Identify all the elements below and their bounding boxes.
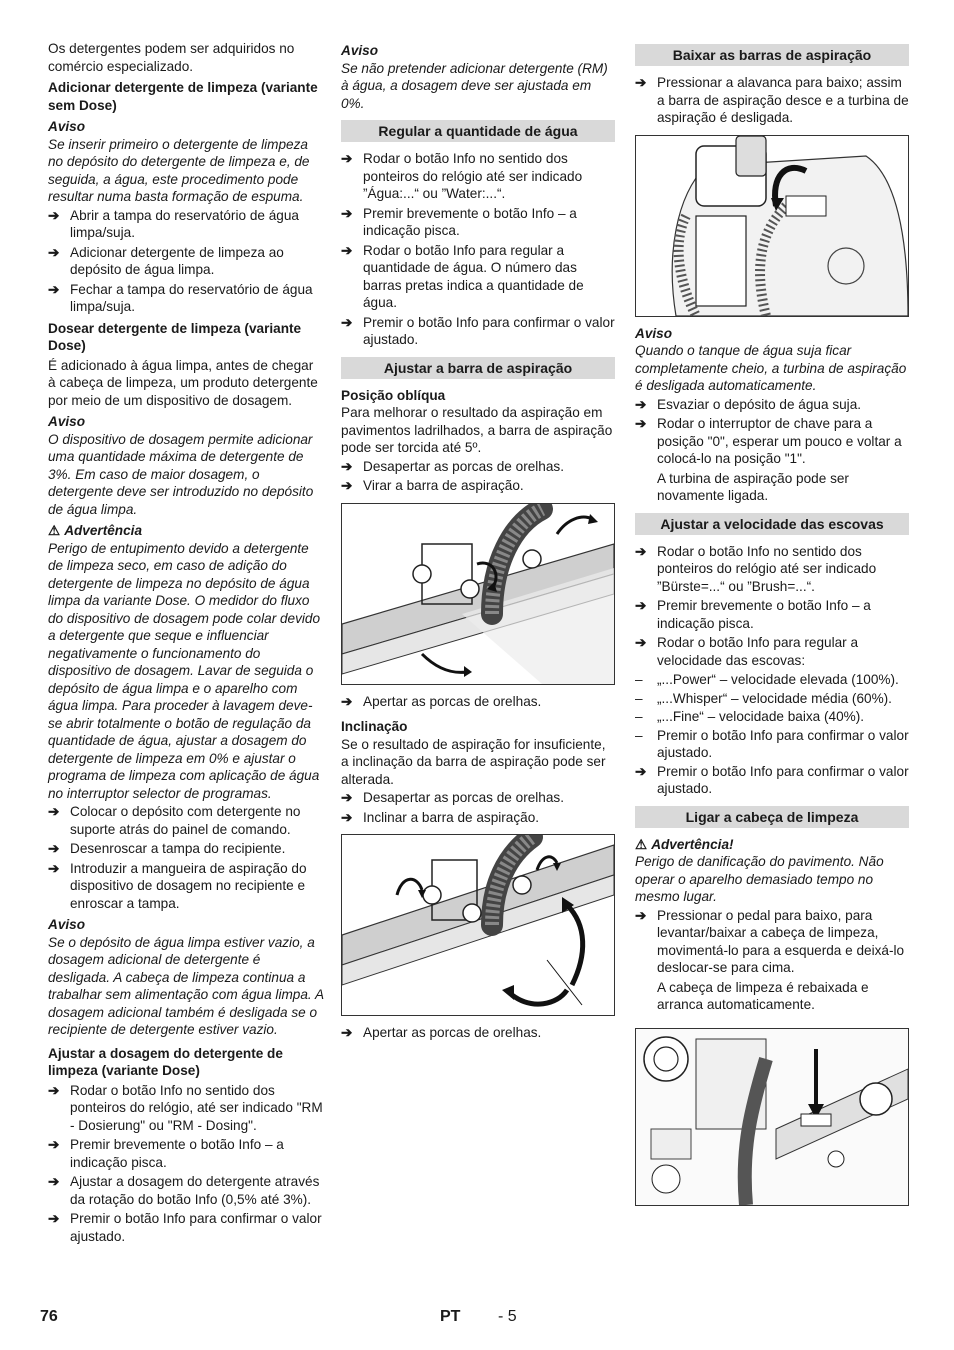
section-heading-water: Regular a quantidade de água (341, 120, 615, 142)
step-item: ➔ Premir brevemente o botão Info – a indicação pisca. (341, 205, 577, 238)
step-result: A cabeça de limpeza é rebaixada e arranca automaticamente. (657, 979, 869, 1012)
paragraph: É adicionado à água limpa, antes de chegar à cabeça de limpeza, um produto detergente por meio de um dispositivo de dosagem. (48, 357, 318, 408)
section-heading-brush-speed: Ajustar a velocidade das escovas (635, 513, 909, 535)
step-item: ➔ Colocar o depósito com detergente no suporte atrás do painel de comando. (48, 804, 301, 837)
step-item: ➔ Premir brevemente o botão Info – a indicação pisca. (635, 598, 871, 631)
step-item: ➔ Abrir a tampa do reservatório de água limpa/suja. (48, 207, 299, 240)
arrow-icon: ➔ (48, 804, 60, 819)
heading-dose-detergent: Dosear detergente de limpeza (variante Dose) (48, 320, 302, 353)
figure-squeegee-tilt (341, 834, 615, 1016)
subheading-oblique: Posição oblíqua (341, 387, 446, 403)
subheading-inclination: Inclinação (341, 719, 408, 734)
intro-text: Os detergentes podem ser adquiridos no comércio especializado. (48, 41, 295, 74)
arrow-icon: ➔ (48, 281, 60, 297)
step-item: ➔ Rodar o botão Info para regular a quantidade de água. O número das barras pretas indica a quantidade de água. (341, 242, 584, 310)
column-1 (48, 40, 324, 1247)
step-item: ➔ Ajustar a dosagem do detergente através da rotação do botão Info (0,5% até 3%). (48, 1174, 320, 1207)
arrow-icon: ➔ (341, 790, 353, 805)
dash-item: – „...Whisper“ – velocidade média (60%). (635, 690, 892, 706)
step-item: ➔ Premir brevemente o botão Info – a indicação pisca. (48, 1137, 284, 1170)
arrow-icon: ➔ (341, 478, 353, 493)
step-item: ➔ Pressionar a alavanca para baixo; assim a barra de aspiração desce e a turbina de aspiração é desligada. (635, 75, 909, 125)
arrow-icon: ➔ (635, 763, 647, 779)
arrow-icon: ➔ (48, 1137, 60, 1152)
step-item: ➔ Desapertar as porcas de orelhas. (341, 790, 564, 805)
section-heading-lower-squeegee: Baixar as barras de aspiração (635, 44, 909, 66)
step-list (341, 150, 615, 349)
warning-text: Perigo de danificação do pavimento. Não operar o aparelho demasiado tempo no mesmo lugar. (635, 854, 884, 904)
step-result: A turbina de aspiração pode ser novamente ligada. (657, 470, 849, 503)
arrow-icon: ➔ (635, 598, 647, 613)
arrow-icon: ➔ (635, 75, 647, 90)
arrow-icon: ➔ (48, 1174, 60, 1189)
note-title: Aviso (341, 43, 379, 58)
paragraph: Se o resultado de aspiração for insuficiente, a inclinação da barra de aspiração pode ser alterada. (341, 736, 606, 787)
arrow-icon: ➔ (48, 860, 60, 876)
arrow-icon: ➔ (341, 693, 353, 709)
step-list (48, 803, 324, 912)
step-item: ➔ Premir o botão Info para confirmar o valor ajustado. (48, 1211, 322, 1244)
arrow-icon: ➔ (341, 1025, 353, 1040)
figure-squeegee-rotate (341, 503, 615, 685)
arrow-icon: ➔ (635, 907, 647, 923)
dash-item: – Premir o botão Info para confirmar o valor ajustado. (635, 727, 909, 760)
section-heading-brush-head: Ligar a cabeça de limpeza (635, 806, 909, 828)
step-list (635, 396, 909, 468)
step-item: ➔ Pressionar o pedal para baixo, para levantar/baixar a cabeça de limpeza, movimentá-lo para a esquerda e deixá-lo deslocar-se para cima. (635, 907, 905, 975)
step-item: ➔ Rodar o botão Info no sentido dos ponteiros do relógio até ser indicado ”Água:...“ ou ”Water:...“. (341, 151, 583, 201)
step-item: ➔ Desapertar as porcas de orelhas. (341, 458, 564, 474)
arrow-icon: ➔ (341, 458, 353, 474)
step-list (341, 789, 615, 826)
step-item: ➔ Rodar o botão Info no sentido dos ponteiros do relógio até ser indicado ”Bürste=...“ ou ”Brush=...“. (635, 543, 877, 594)
note-text: Se o depósito de água limpa estiver vazio, a dosagem adicional de detergente é desligada. A cabeça de limpeza continua a trabalhar sem alimentação com água limpa. A dosagem adicional também é desligada se o recipiente de detergente estiver vazio. (48, 934, 324, 1037)
heading-add-detergent: Adicionar detergente de limpeza (variante sem Dose) (48, 80, 318, 113)
note-text: Se não pretender adicionar detergente (RM) à água, a dosagem deve ser ajustada em 0%. (341, 60, 608, 111)
arrow-icon: ➔ (635, 543, 647, 559)
step-item: ➔ Premir o botão Info para confirmar o valor ajustado. (341, 314, 615, 347)
figure-pedal (635, 1028, 909, 1206)
dash-item: – „...Power“ – velocidade elevada (100%). (635, 672, 899, 687)
arrow-icon: ➔ (635, 635, 647, 650)
warning-text: Perigo de entupimento devido a detergente de limpeza seco, em caso de adição do detergente de limpeza no depósito de água limpa da variante Dose. O medidor do fluxo do dispositivo de dosagem pode colar devido a detergente que seque e influenciar negativamente o funcionamento do dispositivo de dosagem. Lavar de seguida o depósito de água limpa e o aparelho com água limpa. Para proceder à lavagem deve-se abrir totalmente o botão de regulação da quantidade de água, ajustar a dosagem do detergente de limpeza em 0% e ajustar o programa de limpeza com aplicação de água no interruptor selector de programas. (48, 540, 321, 801)
step-item: ➔ Premir o botão Info para confirmar o valor ajustado. (635, 763, 909, 796)
note-text: Quando o tanque de água suja ficar completamente cheio, a turbina de aspiração é desligada automaticamente. (635, 343, 907, 393)
column-2 (341, 40, 615, 1044)
arrow-icon: ➔ (635, 396, 647, 412)
arrow-icon: ➔ (341, 314, 353, 330)
section-number: - 5 (498, 1308, 517, 1325)
arrow-icon: ➔ (341, 809, 353, 825)
step-list (635, 543, 909, 670)
figure-lever-down (635, 135, 909, 317)
arrow-icon: ➔ (341, 205, 353, 221)
step-list (341, 1024, 615, 1042)
arrow-icon: ➔ (48, 207, 60, 223)
dash-item: – „...Fine“ – velocidade baixa (40%). (635, 709, 865, 724)
note-text: O dispositivo de dosagem permite adicionar uma quantidade máxima de detergente de 3%. Em caso de maior dosagem, o detergente deve ser introduzido no depósito de água limpa. (48, 431, 314, 517)
arrow-icon: ➔ (341, 242, 353, 258)
step-list (341, 458, 615, 495)
warning-title: ⚠ Advertência! (635, 836, 734, 852)
step-item: ➔ Virar a barra de aspiração. (341, 478, 524, 493)
note-title: Aviso (635, 325, 673, 341)
step-list (635, 763, 909, 798)
warning-icon: ⚠ (635, 836, 648, 852)
language-code: PT (440, 1308, 461, 1325)
dash-list (635, 671, 909, 762)
step-item: ➔ Fechar a tampa do reservatório de água limpa/suja. (48, 281, 313, 314)
step-item: ➔ Introduzir a mangueira de aspiração do dispositivo de dosagem no recipiente e enroscar a tampa. (48, 860, 307, 911)
step-item: ➔ Apertar as porcas de orelhas. (341, 693, 542, 709)
note-title: Aviso (48, 119, 86, 134)
step-list (635, 907, 909, 977)
paragraph: Para melhorar o resultado da aspiração em pavimentos ladrilhados, a barra de aspiração pode ser torcida até 5º. (341, 405, 613, 455)
arrow-icon: ➔ (635, 416, 647, 431)
arrow-icon: ➔ (48, 1211, 60, 1226)
step-item: ➔ Adicionar detergente de limpeza ao depósito de água limpa. (48, 244, 284, 277)
section-heading-squeegee: Ajustar a barra de aspiração (341, 357, 615, 379)
heading-adjust-dosage: Ajustar a dosagem do detergente de limpeza (variante Dose) (48, 1045, 283, 1078)
step-item: ➔ Desenroscar a tampa do recipiente. (48, 841, 286, 856)
arrow-icon: ➔ (48, 244, 60, 260)
step-item: ➔ Inclinar a barra de aspiração. (341, 809, 540, 825)
step-list (635, 74, 909, 127)
arrow-icon: ➔ (341, 151, 353, 166)
note-title: Aviso (48, 414, 86, 429)
step-list (48, 1082, 324, 1246)
step-item: ➔ Rodar o botão Info no sentido dos ponteiros do relógio, até ser indicado "RM - Dosierung" ou "RM - Dosing". (48, 1082, 323, 1133)
page-number: 76 (40, 1308, 58, 1325)
step-list (48, 207, 324, 316)
step-item: ➔ Rodar o botão Info para regular a velocidade das escovas: (635, 635, 859, 668)
arrow-icon: ➔ (48, 841, 60, 856)
step-list (341, 693, 615, 711)
column-3 (635, 40, 909, 1214)
step-item: ➔ Esvaziar o depósito de água suja. (635, 396, 862, 412)
arrow-icon: ➔ (48, 1082, 60, 1098)
note-title: Aviso (48, 917, 86, 932)
note-text: Se inserir primeiro o detergente de limpeza no depósito do detergente de limpeza e, de seguida, a água, este procedimento pode resultar numa basta formação de espuma. (48, 136, 310, 204)
warning-title: ⚠ Advertência (48, 523, 143, 538)
warning-icon: ⚠ (48, 523, 61, 538)
step-item: ➔ Rodar o interruptor de chave para a posição "0", esperar um pouco e voltar a colocá-lo na posição "1". (635, 416, 902, 466)
step-item: ➔ Apertar as porcas de orelhas. (341, 1025, 542, 1040)
